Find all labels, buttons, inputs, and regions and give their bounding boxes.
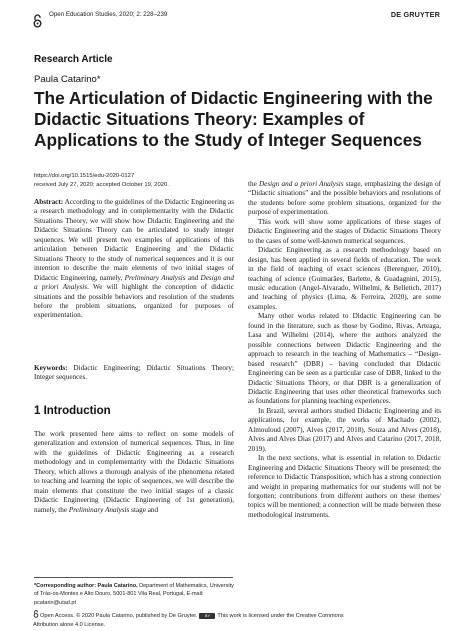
introduction-paragraph <box>34 430 234 515</box>
abstract-text: According to the guidelines of the Didactic Engineering as a research methodology and in complementarity with the Didactic Situations Theory, we will show how Didactic Engineering and the Didactic Situations Theory can be articulated to study integer sequences. We will present two examples of applications of this articulation between Didactic Engineering and the Didactic Situations Theory to the study of numerical sequences and it is our intention to describe the main elements of two initial stages of Didactic Engineering, namely, <box>34 198 234 282</box>
right-paragraph-1 <box>248 180 441 218</box>
intro-italic: Preliminary Analysis <box>68 505 130 514</box>
footnote-divider <box>34 577 233 578</box>
intro-text: The work presented here aims to reflect on some models of generalization and extension of numerical sequences. Thus, in line with the guidelines of Didactic Engineering as a research methodology and in complementarity with the Didactic Situations Theory, which allows a thorough analysis of the phenomena related to teaching and learning the topic of sequences, we will describe the main elements that constitute the two initial stages of a classic Didactic Engineering (Didactic Engineering of 1st generation), namely, the <box>34 430 234 514</box>
corresponding-text: Department of Mathematics, University of Trás-os-Montes e Alto Douro, 5001-801 Vila Real, Portugal, E-mail: pcatarin@utad.pt <box>34 583 234 606</box>
open-access-icon <box>33 14 42 28</box>
abstract <box>34 198 234 321</box>
abstract-italic-2: Design and a priori Analysis <box>34 273 234 292</box>
corresponding-author-note <box>34 582 234 607</box>
right-column <box>248 180 441 520</box>
received-dates: received July 27, 2020; accepted October 19, 2020. <box>34 181 169 188</box>
intro-end: stage and <box>129 505 159 514</box>
license-line-2: Attribution alone 4.0 License. <box>33 621 106 628</box>
abstract-mid: and <box>185 273 201 282</box>
right-paragraph-3: Didactic Engineering as a research methodology based on design, has been applied in several fields of education. The work in the field of teaching of exact sciences (Berenguer, 2010), teaching of science (Guimarães, Barlette, & Guadagnini, 2015), music education (Angel-Alvarado, Wilhelmi, & Belletich, 2017) and teaching of physics (Lima, & Ferreira, 2020), are some examples. <box>248 246 441 311</box>
publisher-logo: DE GRUYTER <box>390 10 440 19</box>
rp1-rest: stage, emphasizing the design of “Didactic situations” and the possible behaviors and resolutions of the students before some problem situations, organized for the purpose of experimentation. <box>248 180 441 217</box>
abstract-end: . We will highlight the conception of didactic situations and the possible behaviors and resolution of the students before the problem situations, organized for purposes of experimentation. <box>34 283 234 320</box>
doi-block <box>34 172 169 189</box>
corresponding-label: *Corresponding author: Paula Catarino, <box>34 583 138 589</box>
keywords <box>34 364 234 383</box>
open-access-small-icon <box>33 610 39 618</box>
right-paragraph-2: This work will show some applications of these stages of Didactic Engineering and the stages of Didactic Situations Theory to the cases of some well-known numerical sequences. <box>248 217 441 245</box>
abstract-italic-1: Preliminary Analysis <box>124 273 186 282</box>
license-footer <box>33 610 344 629</box>
rp1-italic: Design and a priori Analysis <box>258 180 344 188</box>
license-text-cont: This work is licensed under the Creative Commons <box>217 613 344 619</box>
section-heading-introduction: 1 Introduction <box>34 405 111 417</box>
author-name: Paula Catarino* <box>34 74 101 85</box>
cc-by-badge[interactable]: BY <box>199 613 215 619</box>
keywords-label: Keywords: <box>34 364 68 372</box>
right-paragraph-6: In the next sections, what is essential in relation to Didactic Engineering and Didactic Situations Theory will be presented; the reference to Didactic Transposition, which has a strong connection and weight in preparing mathematics for our students will not be forgotten; contributions from different authors on these themes/ topics will be mentioned; a connection will be made between these methodological instruments. <box>248 454 441 519</box>
doi-link[interactable]: https://doi.org/10.1515/edu-2020-0127 <box>34 173 135 179</box>
journal-citation: Open Education Studies, 2020; 2: 228–239 <box>49 11 168 18</box>
keywords-text: Didactic Engineering; Didactic Situations Theory; Integer sequences. <box>34 364 234 382</box>
article-title: The Articulation of Didactic Engineering with the Didactic Situations Theory: Examples of Applications to the Study of Integer Sequences <box>34 88 433 150</box>
right-paragraph-4: Many other works related to Didactic Engineering can be found in the literature, such as those by Godino, Rivas, Arteaga, Lasa and Wilhelmi (2014), where the authors analyzed the possible connections between Didactic Engineering and the approach to research in the teaching of Mathematics – “Design-based research” (DBR) – having concluded that Didactic Engineering can be seen as a particular case of DBR, linked to the Didactic Situations Theory, or that DBR is a generalization of Didactic Engineering that uses other theoretical frameworks such as foundations for planning teaching experiences. <box>248 312 441 406</box>
abstract-label: Abstract: <box>34 198 64 206</box>
license-text: Open Access. © 2020 Paula Catarino, published by De Gruyter. <box>40 613 198 619</box>
rp1-pre: the <box>248 180 259 188</box>
right-paragraph-5: In Brazil, several authors studied Didactic Engineering and its applications, for example, the works of Machado (2002), Almouloud (2007), Alves (2017, 2018), Souza and Alves (2018), Alves and Alves Dias (2017) and Alves and Catarino (2017, 2018, 2019). <box>248 406 441 453</box>
article-type: Research Article <box>34 54 113 65</box>
